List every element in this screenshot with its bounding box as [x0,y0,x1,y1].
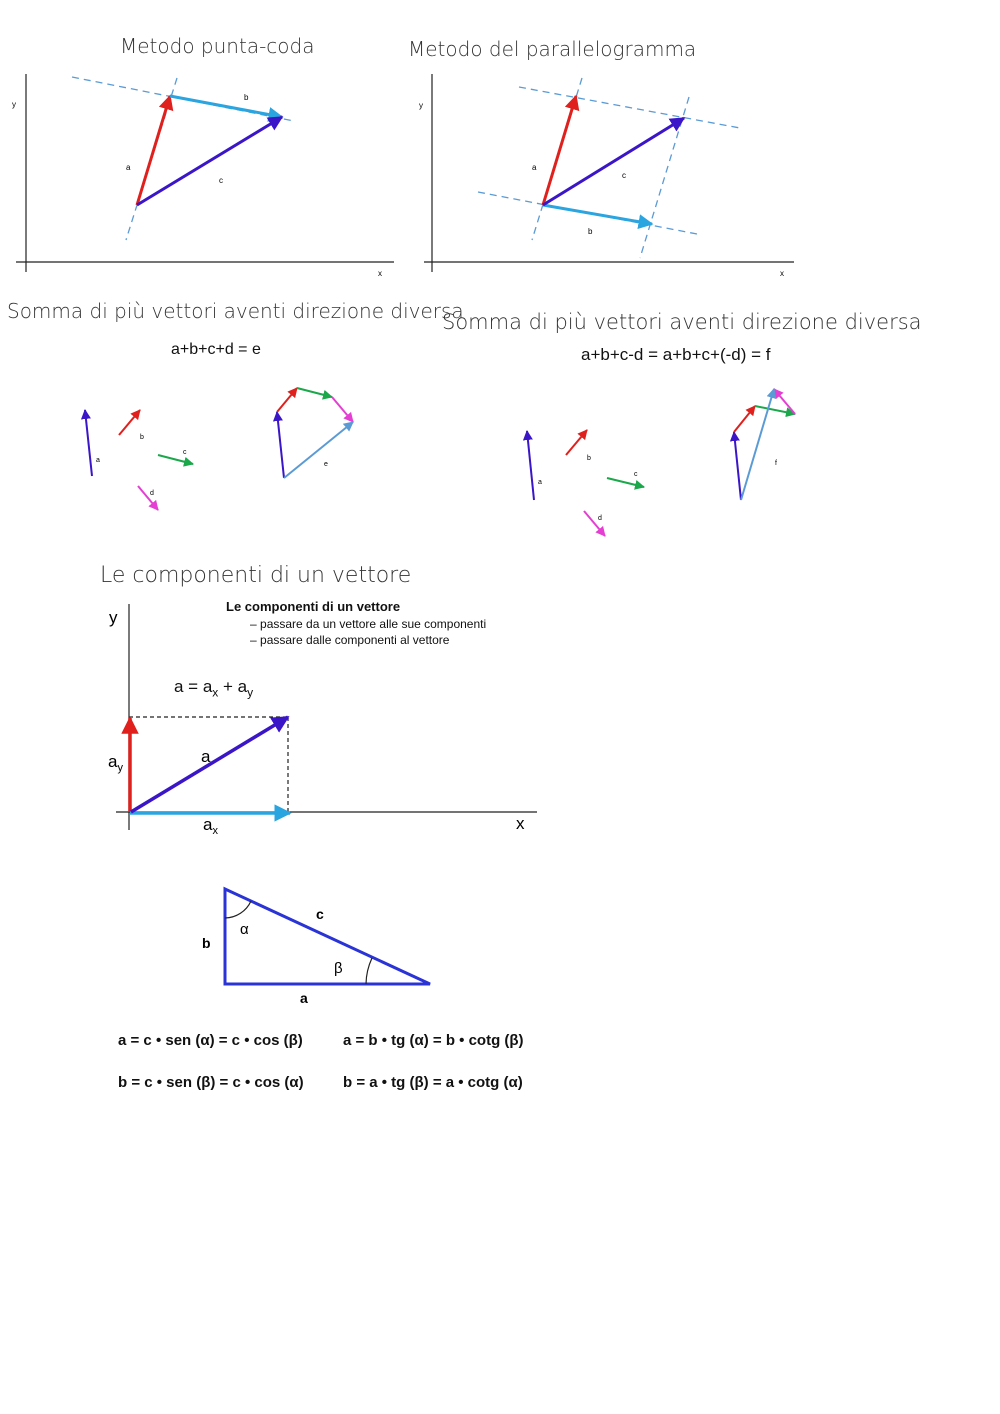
sum-e-chain-b [277,388,297,412]
sum-f-diagram [527,389,795,536]
sum-f-title: Somma di più vettori aventi direzione diversa [442,310,922,334]
sum-e-label-b: b [140,434,144,441]
tip-to-tail-label-a: a [126,163,131,172]
components-label-x: x [516,814,525,833]
parallelogram-label-x: x [780,269,784,278]
parallelogram-label-y: y [419,101,423,110]
components-title: Le componenti di un vettore [100,563,412,588]
tip-to-tail-label-c: c [219,176,223,185]
components-note-item-1: – passare da un vettore alle sue componenti [250,617,487,631]
components-label-ay [108,752,123,774]
components-label-y: y [109,608,118,627]
components-label-a: a [201,747,211,766]
eq-sub-y: y [247,685,254,700]
sum-e-vector-c [158,455,193,464]
sum-f-label-c: c [634,471,638,478]
ay-subscript: y [117,762,123,774]
parallelogram-title: Metodo del parallelogramma [408,37,697,61]
sum-e-vector-a [85,410,92,476]
eq-plus-a: + a [218,677,248,696]
sum-e-label-a: a [96,457,100,464]
ax-letter: a [203,815,213,834]
sum-e-label-e: e [324,461,328,468]
sum-f-vector-c [607,478,644,487]
right-triangle-diagram [202,889,430,1006]
sum-e-title: Somma di più vettori aventi direzione diversa [7,299,464,323]
triangle-label-c: c [316,906,324,922]
tip-to-tail-diagram [12,74,394,278]
tip-to-tail-title: Metodo punta-coda [120,34,315,58]
components-note-item-1-text: passare da un vettore alle sue componenti [260,617,487,631]
eq-a-ax: a = a [174,677,213,696]
sum-e-diagram [85,388,353,510]
components-label-ax [203,815,218,837]
sum-f-chain-a [734,432,741,500]
ax-subscript: x [212,825,218,837]
triangle-label-beta: β [334,960,343,977]
sum-f-label-f: f [775,460,777,467]
sum-f-vector-b [566,430,587,455]
sum-e-chain-d [332,397,353,422]
angle-beta-arc [366,958,372,984]
right-triangle [225,889,430,984]
triangle-label-b: b [202,935,211,951]
parallelogram-label-b: b [588,227,593,236]
ay-letter: a [108,752,118,771]
tip-to-tail-label-y: y [12,100,16,109]
parallelogram-guide-1 [519,87,740,128]
sum-e-equation: a+b+c+d = e [171,341,261,358]
sum-e-vector-b [119,410,140,435]
sum-e-chain-a [277,412,284,478]
sum-f-chain-b [734,406,755,432]
components-note-item-2: – passare dalle componenti al vettore [250,633,450,647]
sum-e-vector-e [284,422,353,478]
tip-to-tail-label-x: x [378,269,382,278]
tip-to-tail-label-b: b [244,93,249,102]
parallelogram-label-a: a [532,163,537,172]
sum-f-vector-a [527,431,534,500]
formula-3: b = c • sen (β) = c • cos (α) [118,1074,304,1091]
sum-e-chain-c [297,388,332,397]
sum-f-label-d: d [598,515,602,522]
formula-2: a = b • tg (α) = b • cotg (β) [343,1032,524,1049]
triangle-label-a: a [300,990,308,1006]
triangle-label-alpha: α [240,921,249,938]
sum-f-label-a: a [538,479,542,486]
sum-e-label-c: c [183,449,187,456]
sum-f-equation: a+b+c-d = a+b+c+(-d) = f [581,345,771,364]
sum-e-vector-d [138,486,158,510]
parallelogram-label-c: c [622,171,626,180]
sum-e-label-d: d [150,490,154,497]
eq-sub-x: x [212,685,219,700]
formula-1: a = c • sen (α) = c • cos (β) [118,1032,303,1049]
parallelogram-diagram [419,74,794,278]
components-note-item-2-text: passare dalle componenti al vettore [260,633,450,647]
components-note-title: Le componenti di un vettore [226,599,401,614]
sum-f-label-b: b [587,455,591,462]
formula-4: b = a • tg (β) = a • cotg (α) [343,1074,523,1091]
angle-alpha-arc [225,901,251,918]
components-diagram [108,604,537,837]
tip-to-tail-vector-b [170,96,282,117]
parallelogram-vector-b [543,205,652,224]
